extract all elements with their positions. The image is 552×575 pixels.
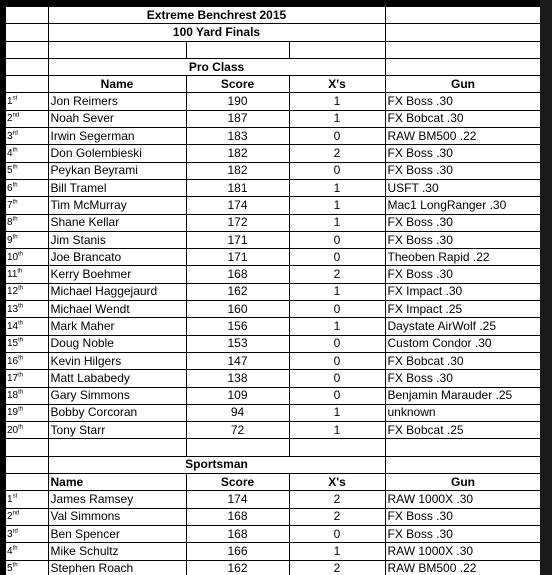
xs-cell: 1	[289, 543, 385, 560]
place-suffix: th	[18, 424, 24, 431]
place-cell	[6, 231, 48, 248]
score-cell: 168	[186, 266, 289, 283]
table-row	[6, 318, 540, 335]
place-number: 8	[7, 217, 13, 229]
table-row	[6, 422, 540, 439]
xs-cell: 1	[289, 179, 385, 196]
gun-cell: FX Boss .30	[385, 370, 540, 387]
score-cell: 156	[186, 318, 289, 335]
name-cell: Val Simmons	[48, 508, 186, 525]
place-cell	[6, 318, 48, 335]
table-row	[6, 231, 540, 248]
score-cell: 162	[186, 283, 289, 300]
results-sheet	[6, 6, 540, 575]
sportsman-heading: Sportsman	[48, 456, 385, 473]
name-cell: Shane Kellar	[48, 214, 186, 231]
place-number: 15	[7, 338, 19, 350]
place-cell	[6, 266, 48, 283]
table-row	[6, 560, 540, 575]
name-cell: Noah Sever	[48, 110, 186, 127]
place-cell	[6, 352, 48, 369]
place-suffix: nd	[12, 510, 20, 517]
name-header: Name	[48, 76, 186, 93]
place-cell	[6, 179, 48, 196]
place-suffix: nd	[12, 113, 20, 120]
xs-cell: 0	[289, 249, 385, 266]
place-cell	[6, 560, 48, 575]
place-number: 3	[7, 528, 13, 540]
place-number: 20	[7, 424, 19, 436]
place-cell	[6, 370, 48, 387]
name-cell: Don Golembieski	[48, 145, 186, 162]
place-number: 12	[7, 286, 19, 298]
name-cell: Kevin Hilgers	[48, 352, 186, 369]
gun-header: Gun	[385, 76, 540, 93]
window-edge	[540, 0, 552, 575]
score-cell: 182	[186, 162, 289, 179]
table-row	[6, 283, 540, 300]
place-number: 2	[7, 511, 13, 523]
gun-cell: Theoben Rapid .22	[385, 249, 540, 266]
xs-cell: 0	[289, 128, 385, 145]
gun-cell: RAW 1000X .30	[385, 491, 540, 508]
score-cell: 160	[186, 301, 289, 318]
xs-cell: 1	[289, 404, 385, 421]
place-cell	[6, 249, 48, 266]
gun-cell: FX Bobcat .30	[385, 352, 540, 369]
xs-cell: 0	[289, 231, 385, 248]
gun-cell: FX Boss .30	[385, 214, 540, 231]
place-suffix: rd	[12, 528, 18, 535]
table-row	[6, 335, 540, 352]
place-cell	[6, 162, 48, 179]
place-number: 16	[7, 355, 19, 367]
place-number: 18	[7, 390, 19, 402]
score-cell: 147	[186, 352, 289, 369]
place-cell	[6, 145, 48, 162]
gun-cell: FX Boss .30	[385, 231, 540, 248]
place-cell	[6, 128, 48, 145]
gun-cell: FX Bobcat .25	[385, 422, 540, 439]
place-suffix: th	[18, 286, 24, 293]
place-number: 5	[7, 563, 13, 575]
gun-cell: Benjamin Marauder .25	[385, 387, 540, 404]
place-header	[6, 76, 48, 93]
place-suffix: th	[12, 164, 18, 171]
score-cell: 153	[186, 335, 289, 352]
place-number: 4	[7, 148, 13, 160]
score-cell: 171	[186, 249, 289, 266]
score-cell: 172	[186, 214, 289, 231]
xs-cell: 2	[289, 560, 385, 575]
xs-cell: 0	[289, 352, 385, 369]
xs-cell: 2	[289, 508, 385, 525]
sheet-subtitle: 100 Yard Finals	[48, 24, 385, 41]
place-number: 9	[7, 234, 13, 246]
xs-cell: 2	[289, 145, 385, 162]
place-cell	[6, 110, 48, 127]
place-cell	[6, 335, 48, 352]
name-cell: Tony Starr	[48, 422, 186, 439]
place-cell	[6, 508, 48, 525]
place-suffix: th	[18, 303, 24, 310]
place-cell	[6, 422, 48, 439]
name-cell: Doug Noble	[48, 335, 186, 352]
xs-cell: 1	[289, 318, 385, 335]
place-number: 2	[7, 113, 13, 125]
place-suffix: th	[18, 251, 24, 258]
score-cell: 162	[186, 560, 289, 575]
table-row	[6, 508, 540, 525]
gun-cell: RAW BM500 .22	[385, 560, 540, 575]
gun-cell: FX Impact .25	[385, 301, 540, 318]
spacer-row	[6, 439, 540, 456]
gun-cell: FX Impact .30	[385, 283, 540, 300]
name-cell: Irwin Segerman	[48, 128, 186, 145]
gun-cell: RAW 1000X .30	[385, 543, 540, 560]
sportsman-heading-row	[6, 456, 540, 473]
pro-class-heading: Pro Class	[48, 58, 385, 75]
gun-cell: FX Boss .30	[385, 145, 540, 162]
place-number: 5	[7, 165, 13, 177]
place-number: 1	[7, 493, 13, 505]
title-row	[6, 7, 540, 24]
table-row	[6, 110, 540, 127]
place-suffix: th	[18, 389, 24, 396]
score-cell: 171	[186, 231, 289, 248]
xs-header: X's	[289, 76, 385, 93]
score-cell: 174	[186, 197, 289, 214]
table-row	[6, 93, 540, 110]
score-cell: 187	[186, 110, 289, 127]
table-row	[6, 249, 540, 266]
gun-cell: Daystate AirWolf .25	[385, 318, 540, 335]
score-cell: 138	[186, 370, 289, 387]
gun-cell: FX Boss .30	[385, 266, 540, 283]
place-cell	[6, 491, 48, 508]
place-suffix: st	[12, 95, 18, 102]
name-cell: Kerry Boehmer	[48, 266, 186, 283]
place-number: 7	[7, 199, 13, 211]
gun-header: Gun	[385, 474, 540, 491]
gun-cell: unknown	[385, 404, 540, 421]
place-cell	[6, 387, 48, 404]
place-header	[6, 474, 48, 491]
place-number: 6	[7, 182, 13, 194]
place-cell	[6, 283, 48, 300]
place-number: 19	[7, 407, 19, 419]
place-cell	[6, 525, 48, 542]
score-cell: 190	[186, 93, 289, 110]
table-row	[6, 128, 540, 145]
place-number: 1	[7, 96, 13, 108]
score-header: Score	[186, 76, 289, 93]
place-number: 10	[7, 251, 19, 263]
place-suffix: th	[18, 407, 24, 414]
table-row	[6, 352, 540, 369]
xs-cell: 0	[289, 387, 385, 404]
name-cell: Mark Maher	[48, 318, 186, 335]
name-cell: Jon Reimers	[48, 93, 186, 110]
xs-cell: 0	[289, 162, 385, 179]
table-row	[6, 301, 540, 318]
place-number: 14	[7, 320, 19, 332]
score-cell: 182	[186, 145, 289, 162]
place-number: 4	[7, 545, 13, 557]
score-cell: 109	[186, 387, 289, 404]
place-suffix: st	[12, 493, 18, 500]
table-row	[6, 179, 540, 196]
place-cell	[6, 93, 48, 110]
gun-cell: Custom Condor .30	[385, 335, 540, 352]
place-number: 13	[7, 303, 19, 315]
xs-cell: 1	[289, 197, 385, 214]
table-row	[6, 197, 540, 214]
xs-cell: 1	[289, 93, 385, 110]
xs-cell: 0	[289, 335, 385, 352]
pro-class-heading-row	[6, 58, 540, 75]
gun-cell: Mac1 LongRanger .30	[385, 197, 540, 214]
place-suffix: th	[17, 268, 23, 275]
xs-cell: 0	[289, 301, 385, 318]
place-cell	[6, 543, 48, 560]
sheet-title: Extreme Benchrest 2015	[48, 7, 385, 24]
name-header: Name	[48, 474, 186, 491]
xs-cell: 0	[289, 370, 385, 387]
gun-cell: RAW BM500 .22	[385, 128, 540, 145]
name-cell: Matt Lababedy	[48, 370, 186, 387]
name-cell: Bill Tramel	[48, 179, 186, 196]
score-header: Score	[186, 474, 289, 491]
table-row	[6, 145, 540, 162]
place-suffix: th	[18, 355, 24, 362]
place-suffix: th	[18, 337, 24, 344]
gun-cell: FX Bobcat .30	[385, 110, 540, 127]
xs-cell: 1	[289, 110, 385, 127]
name-cell: Peykan Beyrami	[48, 162, 186, 179]
xs-cell: 1	[289, 422, 385, 439]
name-cell: James Ramsey	[48, 491, 186, 508]
name-cell: Ben Spencer	[48, 525, 186, 542]
place-number: 3	[7, 130, 13, 142]
xs-cell: 0	[289, 525, 385, 542]
place-suffix: th	[12, 545, 18, 552]
gun-cell: USFT .30	[385, 179, 540, 196]
place-cell	[6, 214, 48, 231]
score-cell: 94	[186, 404, 289, 421]
table-row	[6, 214, 540, 231]
score-cell: 168	[186, 525, 289, 542]
place-suffix: th	[12, 234, 18, 241]
gun-cell: FX Boss .30	[385, 508, 540, 525]
results-table	[6, 6, 540, 575]
place-suffix: th	[18, 320, 24, 327]
place-cell	[6, 197, 48, 214]
table-row	[6, 162, 540, 179]
score-cell: 183	[186, 128, 289, 145]
table-row	[6, 266, 540, 283]
gun-cell: FX Boss .30	[385, 525, 540, 542]
place-suffix: th	[12, 216, 18, 223]
gun-cell: FX Boss .30	[385, 93, 540, 110]
pro-column-headers	[6, 76, 540, 93]
spacer-row	[6, 41, 540, 58]
name-cell: Gary Simmons	[48, 387, 186, 404]
xs-header: X's	[289, 474, 385, 491]
name-cell: Stephen Roach	[48, 560, 186, 575]
score-cell: 168	[186, 508, 289, 525]
table-row	[6, 387, 540, 404]
name-cell: Michael Haggejaurd	[48, 283, 186, 300]
xs-cell: 2	[289, 491, 385, 508]
name-cell: Mike Schultz	[48, 543, 186, 560]
place-suffix: th	[12, 199, 18, 206]
score-cell: 166	[186, 543, 289, 560]
table-row	[6, 404, 540, 421]
name-cell: Joe Brancato	[48, 249, 186, 266]
place-number: 11	[7, 269, 18, 281]
place-suffix: th	[12, 182, 18, 189]
sportsman-column-headers	[6, 474, 540, 491]
score-cell: 174	[186, 491, 289, 508]
place-suffix: rd	[12, 130, 18, 137]
name-cell: Jim Stanis	[48, 231, 186, 248]
xs-cell: 1	[289, 283, 385, 300]
table-row	[6, 370, 540, 387]
score-cell: 72	[186, 422, 289, 439]
gun-cell: FX Boss .30	[385, 162, 540, 179]
xs-cell: 2	[289, 266, 385, 283]
place-cell	[6, 404, 48, 421]
table-row	[6, 491, 540, 508]
subtitle-row	[6, 24, 540, 41]
place-number: 17	[7, 372, 19, 384]
place-suffix: th	[12, 147, 18, 154]
name-cell: Michael Wendt	[48, 301, 186, 318]
name-cell: Bobby Corcoran	[48, 404, 186, 421]
place-cell	[6, 301, 48, 318]
xs-cell: 1	[289, 214, 385, 231]
name-cell: Tim McMurray	[48, 197, 186, 214]
score-cell: 181	[186, 179, 289, 196]
table-row	[6, 543, 540, 560]
place-suffix: th	[12, 562, 18, 569]
table-row	[6, 525, 540, 542]
place-suffix: th	[18, 372, 24, 379]
